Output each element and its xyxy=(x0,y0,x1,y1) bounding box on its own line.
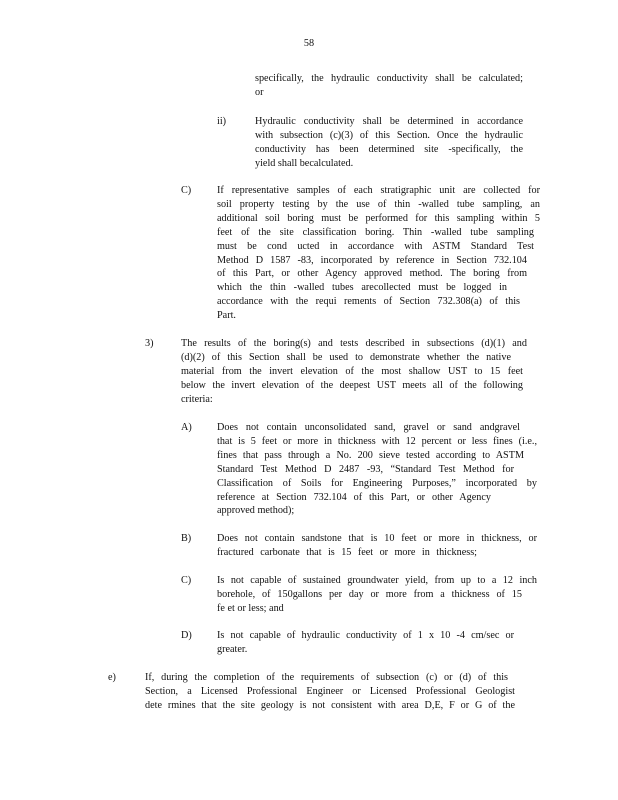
text-line: If, during the completion of the requirements of subsection (c) or (d) of this xyxy=(145,672,508,683)
item-label-B: B) xyxy=(181,533,192,544)
item-label-ii: ii) xyxy=(217,116,227,127)
item-label-D: D) xyxy=(181,630,192,641)
text-line: Classification of Soils for Engineering Purposes,” incorporated by xyxy=(217,477,537,489)
text-line: reference at Section 732.104 of this Part, or other Agency xyxy=(217,491,491,503)
text-line: specifically, the hydraulic conductivity shall be calculated; xyxy=(255,73,523,84)
text-line: additional soil boring must be performed for this sampling within 5 xyxy=(217,212,540,224)
text-line: Method D 1587 -83, incorporated by reference in Section 732.104 xyxy=(217,254,527,266)
text-line: fractured carbonate that is 15 feet or more in thickness; xyxy=(217,546,477,558)
paragraph-B xyxy=(217,532,537,560)
text-line: fe et or less; and xyxy=(217,602,284,614)
text-line: Is not capable of hydraulic conductivity of 1 x 10 -4 cm/sec or xyxy=(217,630,514,641)
text-line: or xyxy=(255,86,264,98)
text-line: yield shall becalculated. xyxy=(255,157,354,169)
paragraph-D xyxy=(217,629,537,657)
item-label-C: C) xyxy=(181,185,192,196)
text-line: accordance with the requi rements of Section 732.308(a) of this xyxy=(217,296,520,308)
item-label-e: e) xyxy=(108,672,116,683)
text-line: Part. xyxy=(217,310,236,322)
text-line: Does not contain sandstone that is 10 feet or more in thickness, or xyxy=(217,533,537,544)
item-label-3: 3) xyxy=(145,338,154,349)
text-line: The results of the boring(s) and tests described in subsections (d)(1) and xyxy=(181,338,527,349)
text-line: conductivity has been determined site -specifically, the xyxy=(255,143,523,155)
text-line: must be cond ucted in accordance with ASTM Standard Test xyxy=(217,240,534,252)
text-line: which the thin -walled tubes arecollected must be logged in xyxy=(217,282,507,294)
page-number: 58 xyxy=(303,38,315,49)
text-line: If representative samples of each stratigraphic unit are collected for xyxy=(217,185,540,196)
text-line: that is 5 feet or more in thickness with 12 percent or less fines (i.e., xyxy=(217,435,537,447)
paragraph-ii xyxy=(255,115,523,171)
text-line: greater. xyxy=(217,643,248,655)
text-line: Standard Test Method D 2487 -93, “Standard Test Method for xyxy=(217,463,514,475)
item-label-C: C) xyxy=(181,575,192,586)
text-line: material from the invert elevation of the most shallow UST to 15 feet xyxy=(181,365,523,377)
paragraph-e xyxy=(145,671,515,713)
text-line: with subsection (c)(3) of this Section. Once the hydraulic xyxy=(255,129,523,141)
text-line: (d)(2) of this Section shall be used to demonstrate whether the native xyxy=(181,351,511,363)
text-line: soil property testing by the use of thin -walled tube sampling, an xyxy=(217,198,540,210)
text-line: feet of the site classification boring. Thin -walled tube sampling xyxy=(217,226,534,238)
text-line: borehole, of 150gallons per day or more from a thickness of 15 xyxy=(217,588,522,600)
item-label-A: A) xyxy=(181,422,192,433)
text-line: Does not contain unconsolidated sand, gravel or sand andgravel xyxy=(217,422,520,433)
text-line: Hydraulic conductivity shall be determined in accordance xyxy=(255,116,523,127)
paragraph-3-criteria xyxy=(181,337,527,407)
text-line: criteria: xyxy=(181,393,213,405)
paragraph-A xyxy=(217,421,537,518)
paragraph-C-groundwater xyxy=(217,574,537,616)
text-line: below the invert elevation of the deepest UST meets all of the following xyxy=(181,379,523,391)
text-line: fines that pass through a No. 200 sieve tested according to ASTM xyxy=(217,449,524,461)
paragraph-continuation xyxy=(255,72,523,100)
text-line: Is not capable of sustained groundwater yield, from up to a 12 inch xyxy=(217,575,537,586)
text-line: dete rmines that the site geology is not consistent with area D,E, F or G of the xyxy=(145,699,515,711)
text-line: approved method); xyxy=(217,505,295,517)
paragraph-C-sampling xyxy=(217,184,540,323)
text-line: of this Part, or other Agency approved method. The boring from xyxy=(217,268,527,280)
text-line: Section, a Licensed Professional Engineer or Licensed Professional Geologist xyxy=(145,685,515,697)
